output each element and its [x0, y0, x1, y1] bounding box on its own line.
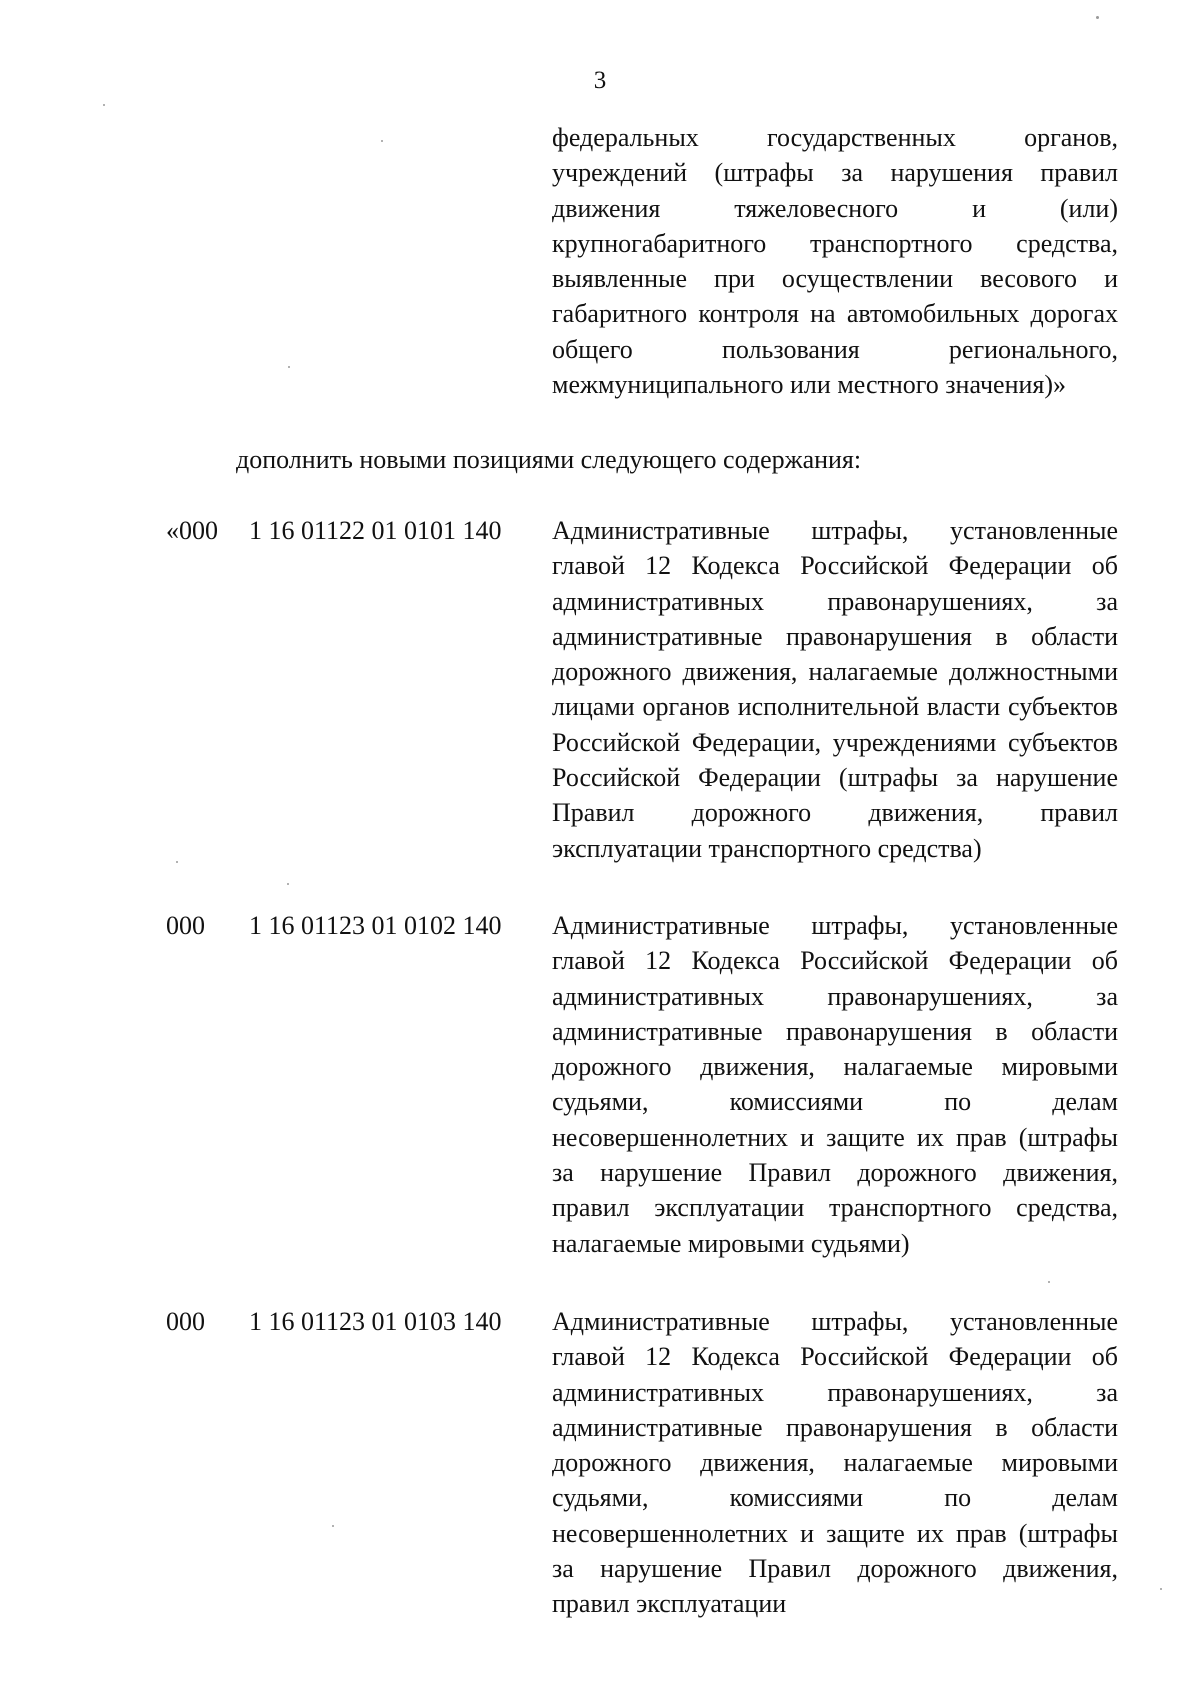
scan-speck: [1160, 1588, 1162, 1590]
kbk-code: 1 16 01123 01 0103 140: [249, 1307, 502, 1336]
scan-speck: [288, 366, 290, 368]
row-description: Административные штрафы, установленные главой 12 Кодекса Российской Федерации об административных правонарушениях, за административные правонарушения в области дорожного движения, налагаемые мировыми судьями, комиссиями по делам несовершеннолетних и защите их прав (штрафы за нарушение Правил дорожного движения, правил эксплуатации транспортного средства, налагаемые мировыми судьями): [552, 911, 1118, 1258]
admin-code: 000: [166, 1307, 205, 1336]
kbk-code: 1 16 01122 01 0101 140: [249, 516, 502, 545]
scan-speck: [381, 140, 383, 142]
page-number: 3: [593, 67, 607, 94]
scan-speck: [1096, 16, 1099, 19]
continuation-paragraph: федеральных государственных органов, учреждений (штрафы за нарушения правил движения тяжеловесного и (или) крупногабаритного транспортного средства, выявленные при осуществлении весового и габаритного контроля на автомобильных дорогах общего пользования регионального, межмуниципального или местного значения)»: [552, 123, 1118, 400]
scan-speck: [332, 1525, 334, 1527]
admin-code: 000: [166, 911, 205, 940]
intro-paragraph: дополнить новыми позициями следующего содержания:: [236, 445, 862, 474]
row-description: Административные штрафы, установленные главой 12 Кодекса Российской Федерации об административных правонарушениях, за административные правонарушения в области дорожного движения, налагаемые мировыми судьями, комиссиями по делам несовершеннолетних и защите их прав (штрафы за нарушение Правил дорожного движения, правил эксплуатации: [552, 1307, 1118, 1619]
row-description: Административные штрафы, установленные главой 12 Кодекса Российской Федерации об административных правонарушениях, за административные правонарушения в области дорожного движения, налагаемые должностными лицами органов исполнительной власти субъектов Российской Федерации, учреждениями субъектов Российской Федерации (штрафы за нарушение Правил дорожного движения, правил эксплуатации транспортного средства): [552, 516, 1118, 863]
kbk-code: 1 16 01123 01 0102 140: [249, 911, 502, 940]
scan-speck: [176, 861, 178, 863]
scan-speck: [103, 104, 105, 106]
admin-code: «000: [166, 516, 218, 545]
scan-speck: [1048, 1281, 1050, 1283]
scan-speck: [287, 883, 289, 885]
